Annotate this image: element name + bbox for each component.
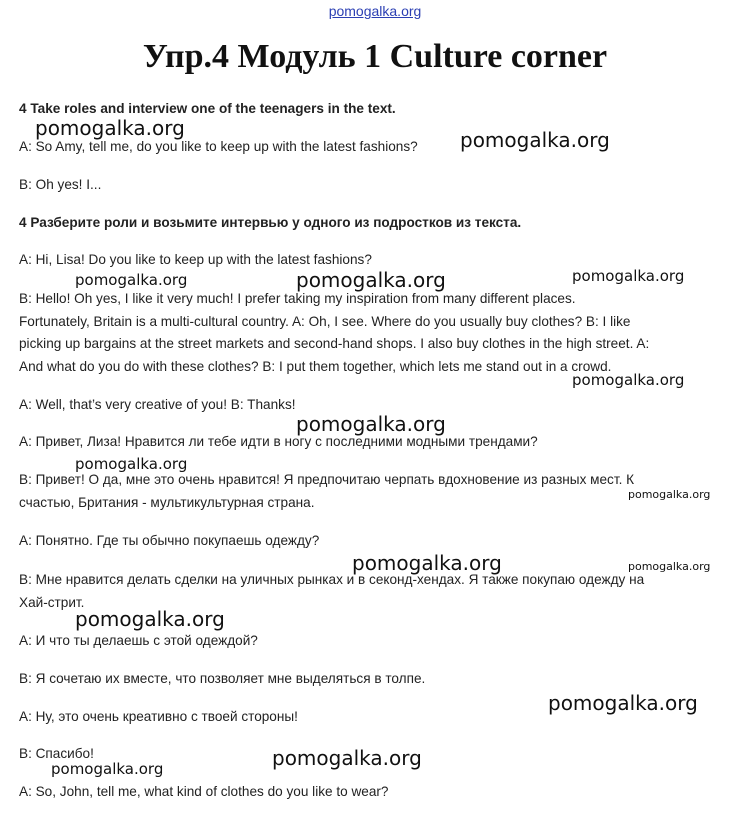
watermark: pomogalka.org [572, 267, 685, 285]
dialogue-line: Fortunately, Britain is a multi-cultural country. A: Oh, I see. Where do you usually buy clothes? B: I like [19, 314, 631, 329]
watermark: pomogalka.org [628, 560, 711, 573]
task-heading-en: 4 Take roles and interview one of the teenagers in the text. [19, 101, 396, 116]
watermark: pomogalka.org [548, 691, 698, 715]
site-link[interactable]: pomogalka.org [328, 3, 422, 19]
dialogue-line: B: Hello! Oh yes, I like it very much! I prefer taking my inspiration from many different places. [19, 291, 576, 306]
dialogue-line: B: Oh yes! I... [19, 177, 102, 192]
dialogue-line: A: Ну, это очень креативно с твоей стороны! [19, 709, 298, 724]
watermark: pomogalka.org [75, 607, 225, 631]
dialogue-line: B: Спасибо! [19, 746, 94, 761]
watermark: pomogalka.org [75, 271, 188, 289]
watermark: pomogalka.org [572, 371, 685, 389]
task-heading-ru: 4 Разберите роли и возьмите интервью у одного из подростков из текста. [19, 215, 522, 230]
dialogue-line: счастью, Британия - мультикультурная страна. [19, 495, 315, 510]
watermark: pomogalka.org [51, 760, 164, 778]
dialogue-line: A: Привет, Лиза! Нравится ли тебе идти в ногу с последними модными трендами? [19, 434, 538, 449]
dialogue-line: A: So Amy, tell me, do you like to keep up with the latest fashions? [19, 139, 418, 154]
dialogue-line: Хай-стрит. [19, 595, 85, 610]
dialogue-line: A: Well, that’s very creative of you! B: Thanks! [19, 397, 296, 412]
dialogue-line: A: И что ты делаешь с этой одеждой? [19, 633, 258, 648]
watermark: pomogalka.org [296, 412, 446, 436]
watermark: pomogalka.org [296, 268, 446, 292]
watermark: pomogalka.org [460, 128, 610, 152]
dialogue-line: And what do you do with these clothes? B: I put them together, which lets me stand out in a crowd. [19, 359, 612, 374]
dialogue-line: A: Понятно. Где ты обычно покупаешь одежду? [19, 533, 320, 548]
dialogue-line: B: Я сочетаю их вместе, что позволяет мне выделяться в толпе. [19, 671, 426, 686]
watermark: pomogalka.org [272, 746, 422, 770]
watermark: pomogalka.org [628, 488, 711, 501]
page-title: Упр.4 Модуль 1 Culture corner [142, 38, 608, 75]
dialogue-line: B: Мне нравится делать сделки на уличных рынках и в секонд-хендах. Я также покупаю одежду на [19, 572, 645, 587]
watermark: pomogalka.org [75, 455, 188, 473]
watermark: pomogalka.org [352, 551, 502, 575]
dialogue-line: A: So, John, tell me, what kind of clothes do you like to wear? [19, 784, 389, 799]
dialogue-line: picking up bargains at the street markets and second-hand shops. I also buy clothes in the high street. A: [19, 336, 650, 351]
dialogue-line: A: Hi, Lisa! Do you like to keep up with the latest fashions? [19, 252, 372, 267]
watermark: pomogalka.org [35, 116, 185, 140]
dialogue-line: B: Привет! О да, мне это очень нравится! Я предпочитаю черпать вдохновение из разных мест. К [19, 472, 635, 487]
